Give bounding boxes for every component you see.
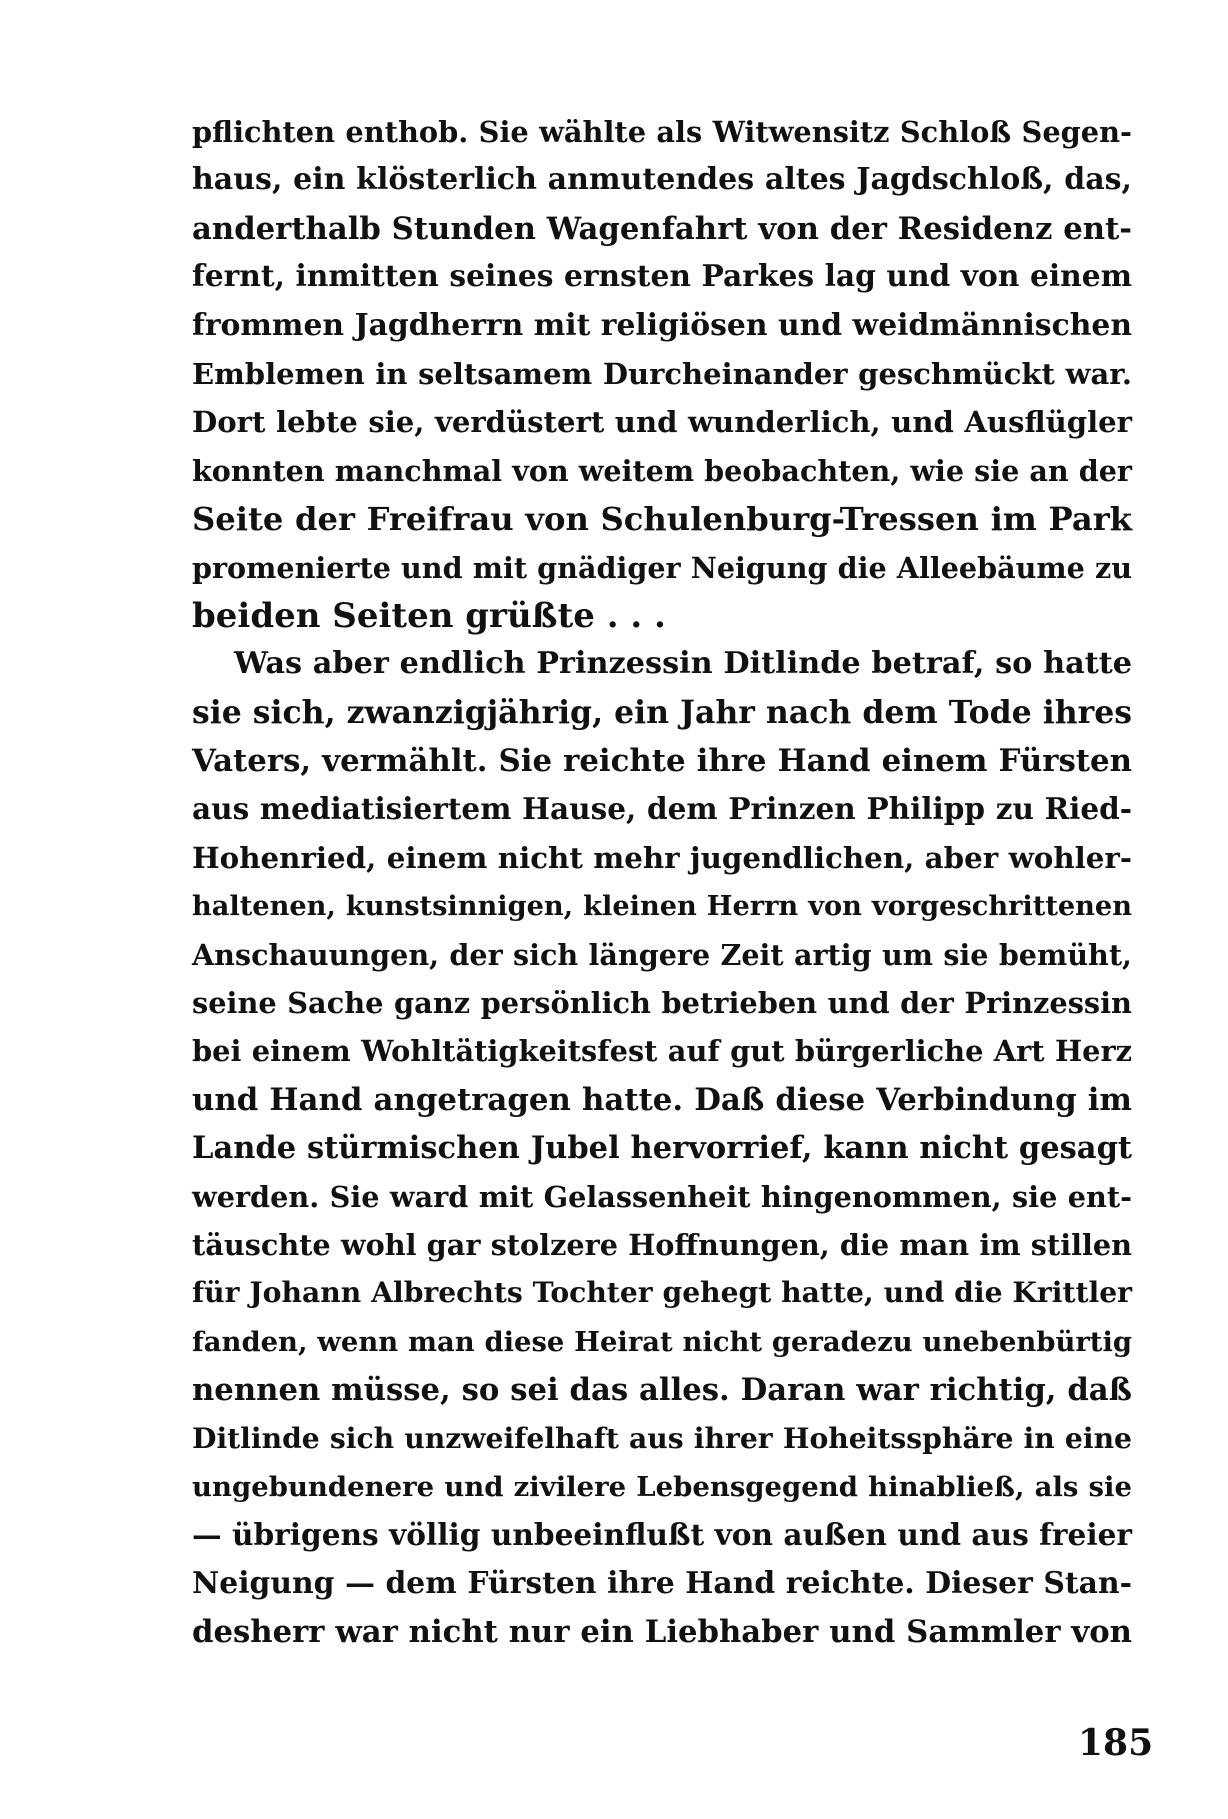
text-line: desherr war nicht nur ein Liebhaber und Sammler von xyxy=(192,1614,1132,1651)
text-line: promenierte und mit gnädiger Neigung die Alleebäume zu xyxy=(192,550,1132,585)
text-line: für Johann Albrechts Tochter gehegt hatte, und die Krittler xyxy=(192,1276,1132,1310)
text-line: Ditlinde sich unzweifelhaft aus ihrer Hoheitssphäre in eine xyxy=(192,1421,1132,1455)
text-line: beiden Seiten grüßte . . . xyxy=(192,595,666,636)
text-line: werden. Sie ward mit Gelassenheit hingenommen, sie ent- xyxy=(192,1179,1132,1214)
text-line: seine Sache ganz persönlich betrieben und der Prinzessin xyxy=(192,986,1132,1021)
text-line: pflichten enthob. Sie wählte als Witwensitz Schloß Segen- xyxy=(192,115,1132,149)
text-line: konnten manchmal von weitem beobachten, wie sie an der xyxy=(192,453,1132,488)
text-line: Vaters, vermählt. Sie reichte ihre Hand einem Fürsten xyxy=(192,743,1132,780)
text-line: aus mediatisiertem Hause, dem Prinzen Philipp zu Ried- xyxy=(192,791,1132,827)
text-line: fanden, wenn man diese Heirat nicht geradezu unebenbürtig xyxy=(192,1325,1132,1358)
body-text xyxy=(192,108,1132,1657)
text-line: sie sich, zwanzigjährig, ein Jahr nach dem Tode ihres xyxy=(192,693,1132,731)
text-line: bei einem Wohltätigkeitsfest auf gut bürgerliche Art Herz xyxy=(192,1034,1132,1069)
text-line: — übrigens völlig unbeeinflußt von außen und aus freier xyxy=(192,1517,1132,1553)
page-number: 185 xyxy=(1078,1722,1154,1764)
text-line: haus, ein klösterlich anmutendes altes Jagdschloß, das, xyxy=(192,162,1132,198)
text-line: ungebundenere und zivilere Lebensgegend hinabließ, als sie xyxy=(192,1470,1132,1503)
text-line: täuschte wohl gar stolzere Hoffnungen, die man im stillen xyxy=(192,1227,1132,1262)
text-line: und Hand angetragen hatte. Daß diese Verbindung im xyxy=(192,1081,1132,1118)
text-line: Anschauungen, der sich längere Zeit artig um sie bemüht, xyxy=(192,937,1132,972)
text-line: haltenen, kunstsinnigen, kleinen Herrn von vorgeschrittenen xyxy=(192,890,1132,923)
text-line: Emblemen in seltsamem Durcheinander geschmückt war. xyxy=(192,356,1132,391)
text-line: Hohenried, einem nicht mehr jugendlichen, aber wohler- xyxy=(192,839,1132,875)
text-line: anderthalb Stunden Wagenfahrt von der Residenz ent- xyxy=(192,210,1132,247)
text-line: frommen Jagdherrn mit religiösen und weidmännischen xyxy=(192,307,1132,343)
text-line: Was aber endlich Prinzessin Ditlinde betraf, so hatte xyxy=(234,646,1132,682)
text-line: Seite der Freifrau von Schulenburg-Tressen im Park xyxy=(192,500,1132,539)
text-line: nennen müsse, so sei das alles. Daran war richtig, daß xyxy=(192,1372,1132,1409)
text-line: Lande stürmischen Jubel hervorrief, kann nicht gesagt xyxy=(192,1130,1132,1167)
text-line: Dort lebte sie, verdüstert und wunderlich, und Ausflügler xyxy=(192,405,1132,440)
text-line: fernt, inmitten seines ernsten Parkes lag und von einem xyxy=(192,259,1132,295)
text-line: Neigung — dem Fürsten ihre Hand reichte. Dieser Stan- xyxy=(192,1565,1132,1601)
